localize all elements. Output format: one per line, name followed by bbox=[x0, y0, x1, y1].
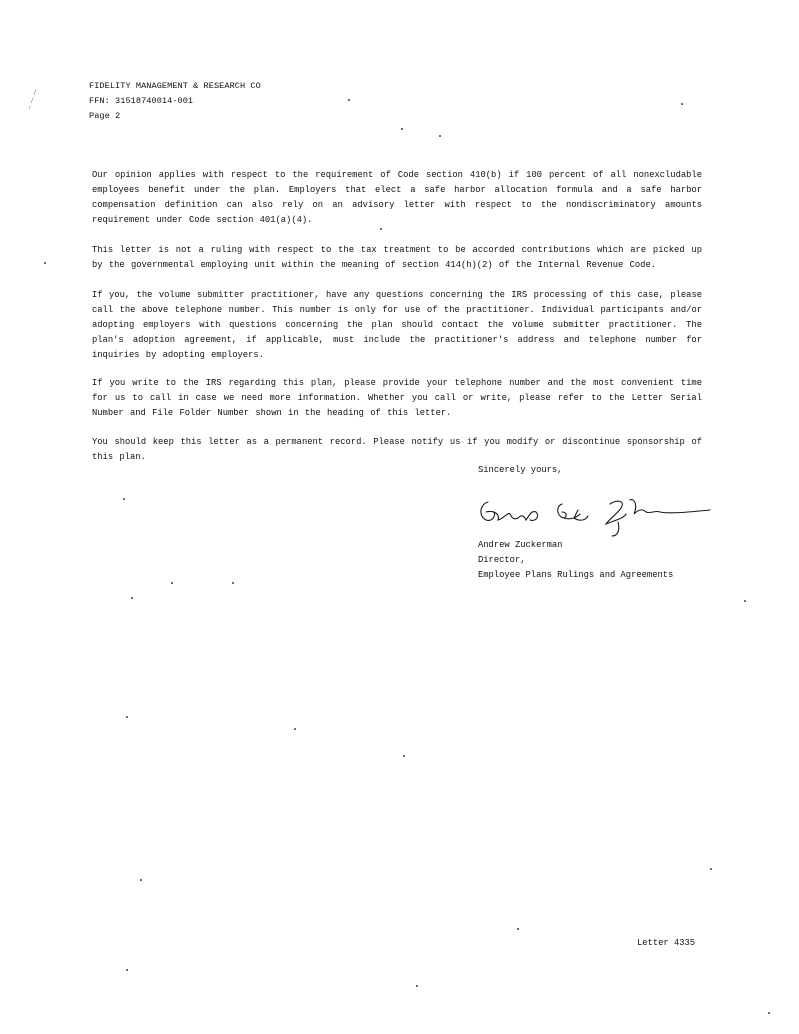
scan-speck bbox=[380, 228, 382, 230]
scan-speck bbox=[294, 728, 296, 730]
page-number: Page 2 bbox=[89, 111, 121, 121]
paragraph-opinion: Our opinion applies with respect to the requirement of Code section 410(b) if 100 percent of all nonexcludable employees benefit under the plan. Employers that elect a safe harbor allocation formula and a safe harbor compensation definition can also rely on an advisory letter with respect to the nondiscriminatory amounts requirement under Code section 401(a)(4). bbox=[92, 170, 702, 225]
scan-speck bbox=[140, 879, 142, 881]
scan-speck bbox=[416, 985, 418, 987]
closing-salutation: Sincerely yours, bbox=[478, 465, 563, 475]
scan-speck bbox=[681, 103, 683, 105]
scan-speck bbox=[126, 716, 128, 718]
scan-speck bbox=[232, 582, 234, 584]
scan-speck bbox=[768, 1012, 770, 1014]
ffn-number: FFN: 31518740014-001 bbox=[89, 96, 194, 106]
scan-speck bbox=[401, 128, 403, 130]
margin-scan-mark bbox=[28, 88, 38, 110]
scan-speck bbox=[403, 755, 405, 757]
scan-speck bbox=[348, 99, 350, 101]
scan-speck bbox=[123, 498, 125, 500]
signer-office: Employee Plans Rulings and Agreements bbox=[478, 570, 674, 580]
scan-speck bbox=[44, 262, 46, 264]
paragraph-record: You should keep this letter as a permanent record. Please notify us if you modify or discontinue sponsorship of this plan. bbox=[92, 437, 702, 462]
company-name: FIDELITY MANAGEMENT & RESEARCH CO bbox=[89, 81, 261, 91]
handwritten-signature bbox=[470, 490, 720, 540]
signer-name: Andrew Zuckerman bbox=[478, 540, 563, 550]
paragraph-ruling: This letter is not a ruling with respect to the tax treatment to be accorded contributions which are picked up by the governmental employing unit within the meaning of section 414(h)(2) of the Internal Revenue Code. bbox=[92, 245, 702, 270]
scan-speck bbox=[744, 600, 746, 602]
signer-title: Director, bbox=[478, 555, 526, 565]
scan-speck bbox=[439, 135, 441, 137]
letter-header bbox=[89, 79, 261, 124]
scan-speck bbox=[517, 928, 519, 930]
scan-speck bbox=[171, 582, 173, 584]
scan-speck bbox=[710, 868, 712, 870]
letter-number: Letter 4335 bbox=[637, 938, 696, 948]
paragraph-questions: If you, the volume submitter practitioner, have any questions concerning the IRS processing of this case, please call the above telephone number. This number is only for use of the practitioner. Individual participants and/or adopting employers with questions concerning the plan should contact the volume submitter practitioner. The plan's adoption agreement, if applicable, must include the practitioner's address and telephone number for inquiries by adopting employers. bbox=[92, 290, 702, 360]
scan-speck bbox=[131, 597, 133, 599]
paragraph-contact: If you write to the IRS regarding this plan, please provide your telephone number and the most convenient time for us to call in case we need more information. Whether you call or write, please refer to the Letter Serial Number and File Folder Number shown in the heading of this letter. bbox=[92, 378, 702, 418]
signer-block bbox=[478, 538, 673, 583]
scan-speck bbox=[126, 969, 128, 971]
